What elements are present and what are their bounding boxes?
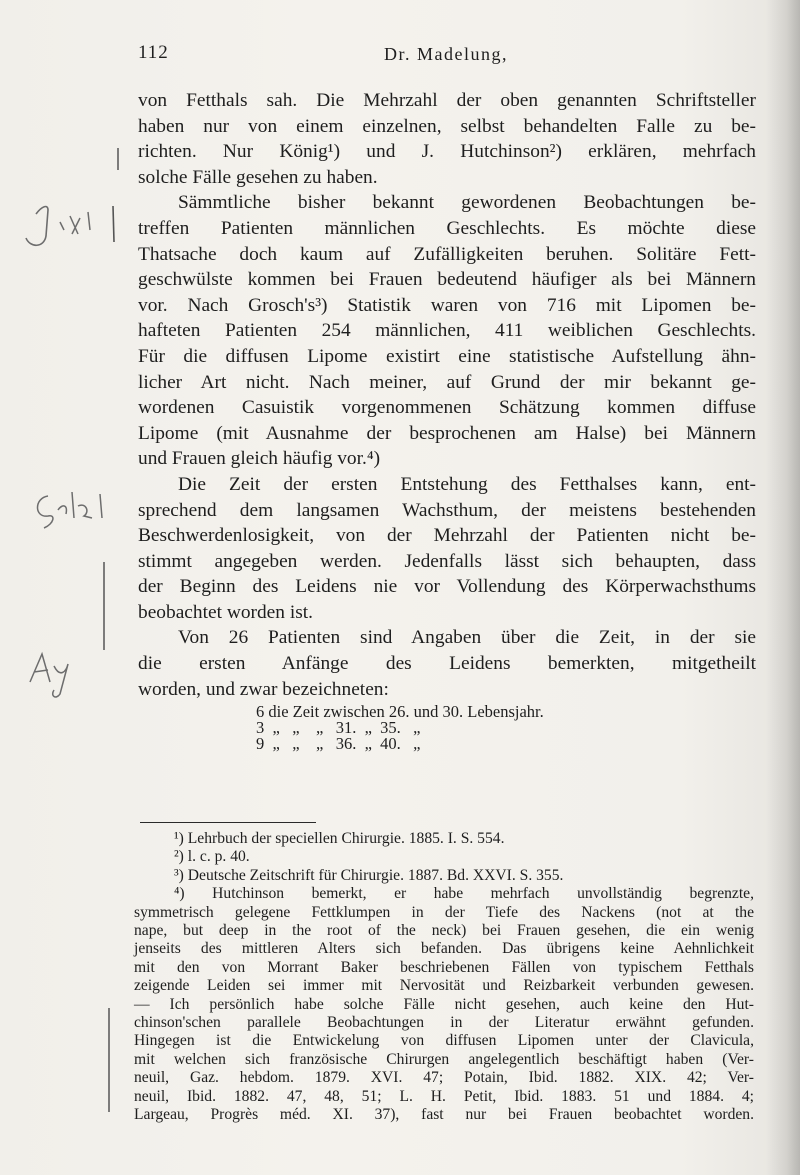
paragraph-3 [138,472,756,626]
margin-mark [117,148,119,170]
text-line: worden, und zwar bezeichneten: [138,678,389,700]
pencil-annotation-3-text: Ay [20,642,22,643]
footnote-3: ³) Deutsche Zeitschrift für Chirurgie. 1887. Bd. XXVI. S. 355. [174,866,564,884]
footnote-line: jenseits des mittleren Alters sich befanden. Das übrigens keine Aehnlichkeit [134,940,754,958]
text-line: und Frauen gleich häufig vor.⁴) [138,448,381,470]
text-line: treffen Patienten männlichen Geschlechts. Es möchte diese [138,217,756,239]
page-header [0,42,800,72]
footnote-rule [140,822,316,823]
text-line: hafteten Patienten 254 männlichen, 411 weiblichen Geschlechts. [138,320,756,342]
footnote-line: symmetrisch gelegene Fettklumpen in der Tiefe des Nackens (not at the [134,903,754,921]
footnote-line: chinson'schen parallele Beobachtungen in der Literatur erwähnt gefunden. [134,1014,754,1032]
margin-mark [103,562,105,650]
footnote-line: neuil, Ibid. 1882. 47, 48, 51; L. H. Petit, Ibid. 1883. 51 und 1884. 4; [134,1087,754,1105]
text-line: Beschwerdenlosigkeit, von der Mehrzahl der Patienten nicht be- [138,525,756,547]
pencil-annotation-3 [20,642,90,702]
pencil-annotation-1 [18,196,128,256]
paragraph-2 [138,190,756,472]
pencil-annotation-1-text: Jixl [18,196,20,197]
pencil-annotation-2 [28,484,118,534]
page-fold-shadow [766,0,800,1175]
footnote-1: ¹) Lehrbuch der speciellen Chirurgie. 1885. I. S. 554. [174,830,505,847]
footnote-line: zeigende Leiden sei immer mit Nervosität und Reizbarkeit verbunden gewesen. [134,977,754,995]
text-line: stimmt angegeben werden. Jedenfalls lässt sich behaupten, dass [138,550,756,572]
age-row: 9 „ „ „ 36. „ 40. „ [256,734,421,754]
footnote-line: mit den von Morrant Baker beschriebenen Fällen von typischem Fetthals [134,958,754,976]
text-line: solche Fälle gesehen zu haben. [138,166,378,188]
text-line: vor. Nach Grosch's³) Statistik waren von 716 mit Lipomen be- [138,294,756,316]
text-line: licher Art nicht. Nach meiner, auf Grund der mir bekannt ge- [138,371,756,393]
footnote-line: nape, but deep in the root of the neck) bei Frauen gesehen, die ein wenig [134,922,754,940]
text-line: beobachtet worden ist. [138,601,313,623]
page-number: 112 [138,42,169,63]
footnote-line: Largeau, Progrès méd. XI. 37), fast nur bei Frauen beobachtet worden. [134,1106,754,1124]
text-line: Thatsache doch kaum auf Zufälligkeiten beruhen. Solitäre Fett- [138,243,756,265]
age-row: 6 die Zeit zwischen 26. und 30. Lebensjahr. [256,702,544,722]
text-line: die ersten Anfänge des Leidens bemerkten, mitgetheilt [138,653,756,675]
body-text [138,88,756,752]
margin-mark [108,1008,110,1112]
footnote-line: mit welchen sich französische Chirurgen angelegentlich beschäftigt haben (Ver- [134,1050,754,1068]
text-line: der Beginn des Leidens nie vor Vollendung des Körperwachsthums [138,576,756,598]
footnote-line: — Ich persönlich habe solche Fälle nicht gesehen, auch keine den Hut- [134,995,754,1013]
text-line: von Fetthals sah. Die Mehrzahl der oben genannten Schriftsteller [138,90,756,111]
paragraph-1 [138,88,756,190]
text-line: Lipome (mit Ausnahme der besprochenen am Halse) bei Männern [138,422,756,444]
text-line: sprechend dem langsamen Wachsthum, der meistens bestehenden [138,499,756,521]
age-row: 3 „ „ „ 31. „ 35. „ [256,718,421,738]
running-head: Dr. Madelung, [384,44,508,64]
paragraph-4 [138,625,756,702]
text-line: wordenen Casuistik vorgenommenen Schätzung kommen diffuse [138,397,756,419]
footnote-2: ²) l. c. p. 40. [174,848,250,866]
text-line: haben nur von einem einzelnen, selbst behandelten Falle zu be- [138,115,756,137]
text-line: geschwülste kommen bei Frauen bedeutend häufiger als bei Männern [138,269,756,291]
text-line: Für die diffusen Lipome existirt eine statistische Aufstellung ähn- [138,345,756,367]
text-line: richten. Nur König¹) und J. Hutchinson²) erklären, mehrfach [138,141,756,163]
pencil-annotation-2-text: Gdk [28,484,30,485]
text-line: Von 26 Patienten sind Angaben über die Zeit, in der sie [178,627,756,649]
text-line: Sämmtliche bisher bekannt gewordenen Beobachtungen be- [178,192,756,214]
footnote-line: neuil, Gaz. hebdom. 1879. XVI. 47; Potain, Ibid. 1882. XIX. 42; Ver- [134,1069,754,1087]
age-table [138,704,756,752]
footnotes [134,830,754,1125]
footnote-line: Hingegen ist die Entwickelung von diffusen Lipomen unter der Clavicula, [134,1032,754,1050]
footnote-4: ⁴) Hutchinson bemerkt, er habe mehrfach unvollständig begrenzte, [174,885,754,903]
text-line: Die Zeit der ersten Entstehung des Fetthalses kann, ent- [178,473,756,495]
